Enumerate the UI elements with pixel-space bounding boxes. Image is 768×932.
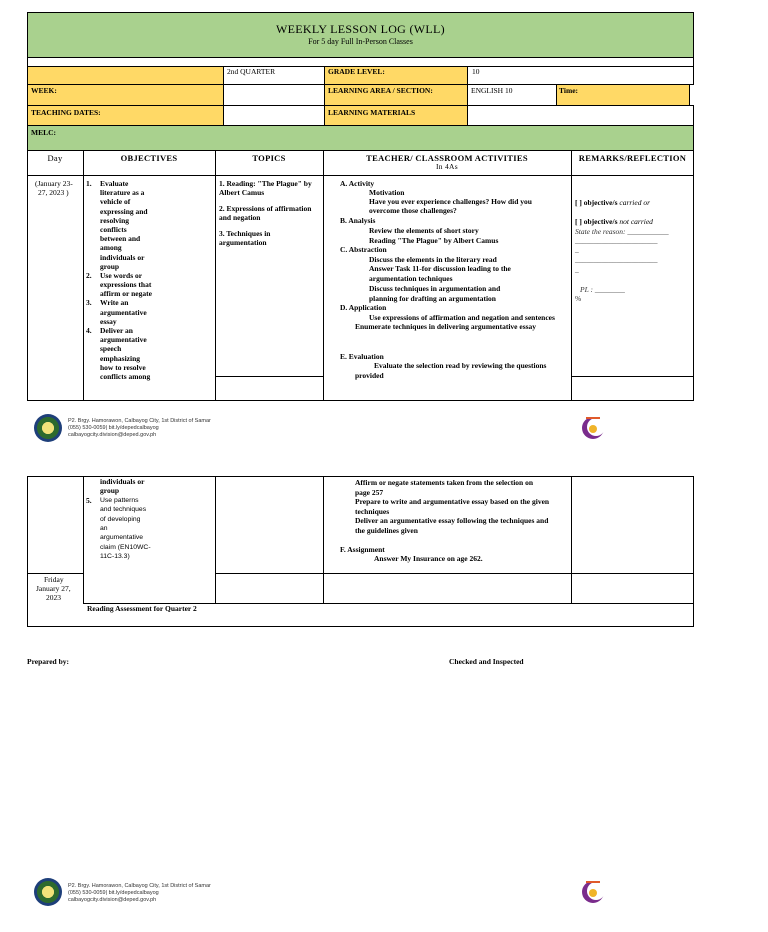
objective-text: group [100,486,120,496]
teaching-dates-value-cell [223,105,325,126]
objective-line [86,308,214,317]
remark-reason: State the reason: ___________ [575,227,669,236]
subrow-divider [571,376,694,377]
footer-contact: (055) 530-0059| bit.ly/depedcalbayog [68,890,159,896]
remark-carried [575,198,650,207]
remark-line: ______________________ [575,236,658,245]
activity-d-label: D. Application [340,303,387,312]
objective-number: 1. [86,179,92,188]
prepared-by-label: Prepared by: [27,657,70,666]
activity-a-text2: overcome those challenges? [369,206,457,215]
footer-email: calbayogcity.division@deped.gov.ph [68,897,157,903]
objective-text: argumentative [100,335,147,345]
objective-line [86,207,214,216]
checkbox-carried[interactable]: [ ] [575,198,582,207]
topic-spacer [219,197,323,204]
week-label: WEEK: [31,86,57,95]
row-divider [27,573,83,574]
objective-text: argumentative [100,534,144,542]
activity-c-text2: Answer Task 11-for discussion leading to the [369,264,511,273]
objective-number: 5. [86,495,92,505]
col-divider [323,476,324,603]
remark-line: ______________________ [575,255,658,264]
objective-line [86,505,214,514]
objective-text: Use patterns [100,496,139,504]
remark-percent: % [575,294,582,303]
col-header-remarks: REMARKS/REFLECTION [578,153,687,163]
objective-text: resolving [100,215,130,225]
objective-line [86,477,214,486]
reading-assessment: Reading Assessment for Quarter 2 [87,604,197,613]
objective-line [86,262,214,271]
objective-text: individuals or [100,477,145,486]
learning-materials-value-cell [467,105,694,126]
footer-address: P2. Brgy. Hamorawon, Calbayog City, 1st District of Samar [68,883,211,889]
topic-line: argumentation [219,238,267,247]
learning-area-label: LEARNING AREA / SECTION: [328,86,433,95]
activity-cont-2: page 257 [355,488,384,497]
col-header-activities: TEACHER/ CLASSROOM ACTIVITIES [366,153,528,163]
objective-text: Deliver an [100,326,133,335]
objective-line [86,234,214,243]
activity-c-text4: Discuss techniques in argumentation and [369,284,501,293]
objective-text: between and [100,234,141,244]
remark-carried-italic: carried or [617,198,650,207]
melc-row [27,125,694,151]
objective-number: 3. [86,298,92,308]
activity-cont-3: Prepare to write and argumentative essay based on the given [355,497,550,506]
teaching-dates-label: TEACHING DATES: [31,108,101,117]
footer-email: calbayogcity.division@deped.gov.ph [68,432,157,438]
col-divider [215,150,216,401]
objective-text: among [100,243,122,253]
objectives-list [86,179,214,381]
objective-line [86,289,214,298]
learning-materials-label: LEARNING MATERIALS [328,108,416,117]
col-divider [215,476,216,603]
activity-e-label: E. Evaluation [340,352,384,361]
objective-line [86,298,214,307]
objective-text: group [100,261,120,271]
col-divider [83,476,84,603]
activity-c-text1: Discuss the elements in the literary read [369,255,497,264]
activity-b-label: B. Analysis [340,216,376,225]
activity-cont-5: Deliver an argumentative essay following the techniques and [355,516,549,525]
activity-d-text2: Enumerate techniques in delivering argumentative essay [355,322,537,331]
week-value-cell [223,84,325,106]
remark-line: _ [575,245,579,254]
friday-label: Friday [44,575,64,584]
remark-line: _ [575,265,579,274]
activity-f-text: Answer My Insurance on age 262. [374,554,483,563]
footer-contact: (055) 530-0059| bit.ly/depedcalbayog [68,425,159,431]
objective-line [86,335,214,344]
objectives-continued [86,477,214,562]
objective-line [86,552,214,561]
objective-line [86,344,214,353]
col-header-day: Day [47,153,63,163]
objective-text: affirm or negate [100,289,152,299]
objective-line [86,317,214,326]
objective-text: and techniques [100,506,147,514]
objective-line [86,496,214,505]
objective-text: conflicts among [100,371,151,381]
objective-text: of developing [100,515,141,523]
objective-line [86,486,214,495]
header-row-divider [27,175,694,176]
col-divider [323,150,324,401]
objective-text: speech [100,344,122,354]
remark-not-carried-bold: objective/s [583,217,618,226]
objective-line [86,326,214,335]
remark-carried-bold: objective/s [583,198,618,207]
grade-level-label: GRADE LEVEL: [328,67,385,76]
objective-text: Use words or [100,270,143,280]
day-range-line2: 27, 2023 ) [38,188,69,197]
objective-line [86,354,214,363]
activity-e-text1: Evaluate the selection read by reviewing the questions [374,361,547,370]
activity-b-text1: Review the elements of short story [369,226,479,235]
col-divider [571,476,572,603]
objective-line [86,253,214,262]
footer-address: P2. Brgy. Hamorawon, Calbayog City, 1st District of Samar [68,418,211,424]
activity-cont-6: the guidelines given [355,526,418,535]
melc-label: MELC: [31,128,56,137]
deped-seal-icon [34,414,62,442]
col-header-activities-sub: In 4As [435,162,458,171]
learning-area-value: ENGLISH 10 [471,86,513,95]
objective-text: argumentative [100,307,147,317]
objective-line [86,243,214,252]
subrow-divider [215,376,323,377]
activity-c-text5: planning for drafting an argumentation [369,294,496,303]
objective-number: 2. [86,270,92,280]
quarter-label: 2nd QUARTER [227,67,276,76]
checked-inspected-label: Checked and Inspected [449,657,524,666]
objective-line [86,271,214,280]
activity-a-label: A. Activity [340,179,375,188]
objective-text: Write an [100,298,129,308]
objective-line [86,225,214,234]
remark-pl: PL : ________ [580,285,625,294]
quarter-left-cell [27,66,224,85]
objective-line [86,372,214,381]
objective-text: vehicle of [100,197,131,207]
objective-line [86,280,214,289]
objective-text: an [100,524,108,532]
activity-e-text2: provided [355,371,384,380]
objective-text: how to resolve [100,362,146,372]
objective-line [86,179,214,188]
friday-year: 2023 [46,593,61,602]
objective-text: essay [100,316,117,326]
activity-a-motivation: Motivation [369,188,405,197]
objective-line [86,216,214,225]
topic-line: 3. Techniques in [219,229,271,238]
checkbox-not-carried[interactable]: [ ] [575,217,582,226]
activity-c-label: C. Abstraction [340,245,387,254]
objective-number: 4. [86,326,92,335]
page-title: WEEKLY LESSON LOG (WLL) [276,22,445,36]
deped-seal-icon [34,878,62,906]
remark-not-carried-italic: not carried [617,217,653,226]
objective-text: 11C-13.3) [100,553,130,561]
page-subtitle: For 5 day Full In-Person Classes [308,37,413,46]
objective-text: expressions that [100,280,152,290]
objective-line [86,533,214,542]
topic-line: 2. Expressions of affirmation [219,204,312,213]
activity-b-text2: Reading "The Plague" by Albert Camus [369,236,499,245]
objective-text: literature as a [100,188,145,198]
objective-text: expressing and [100,206,148,216]
topic-line: 1. Reading: "The Plague" by [219,179,312,188]
division-logo-icon [578,876,608,906]
objective-line [86,515,214,524]
topics-list [219,179,323,247]
row-divider [215,573,694,574]
objective-line [86,363,214,372]
objective-text: claim (EN10WC- [100,543,151,551]
friday-date: January 27, [36,584,71,593]
grade-level-value: 10 [472,67,480,76]
topic-line: and negation [219,213,261,222]
time-label: Time: [559,86,579,95]
col-header-objectives: OBJECTIVES [120,153,178,163]
activity-d-text1: Use expressions of affirmation and negation and sentences [369,313,555,322]
activity-cont-1: Affirm or negate statements taken from the selection on [355,478,534,487]
remark-not-carried [575,217,653,226]
topic-spacer [219,222,323,229]
objective-line [86,524,214,533]
activity-a-text1: Have you ever experience challenges? How did you [369,197,532,206]
activity-cont-4: techniques [355,507,390,516]
objective-text: individuals or [100,252,145,262]
objective-line [86,543,214,552]
col-divider [571,150,572,401]
activity-f-label: F. Assignment [340,545,385,554]
day-range-line1: (January 23- [35,179,73,188]
objective-text: conflicts [100,224,127,234]
activity-c-text3: argumentation techniques [369,274,453,283]
objective-text: Evaluate [100,179,129,188]
grade-level-value-cell [467,66,694,85]
division-logo-icon [578,412,608,442]
objective-line [86,188,214,197]
col-header-topics: TOPICS [252,153,286,163]
objective-line [86,197,214,206]
topic-line: Albert Camus [219,188,265,197]
objective-text: emphasizing [100,353,141,363]
col-divider [83,150,84,401]
